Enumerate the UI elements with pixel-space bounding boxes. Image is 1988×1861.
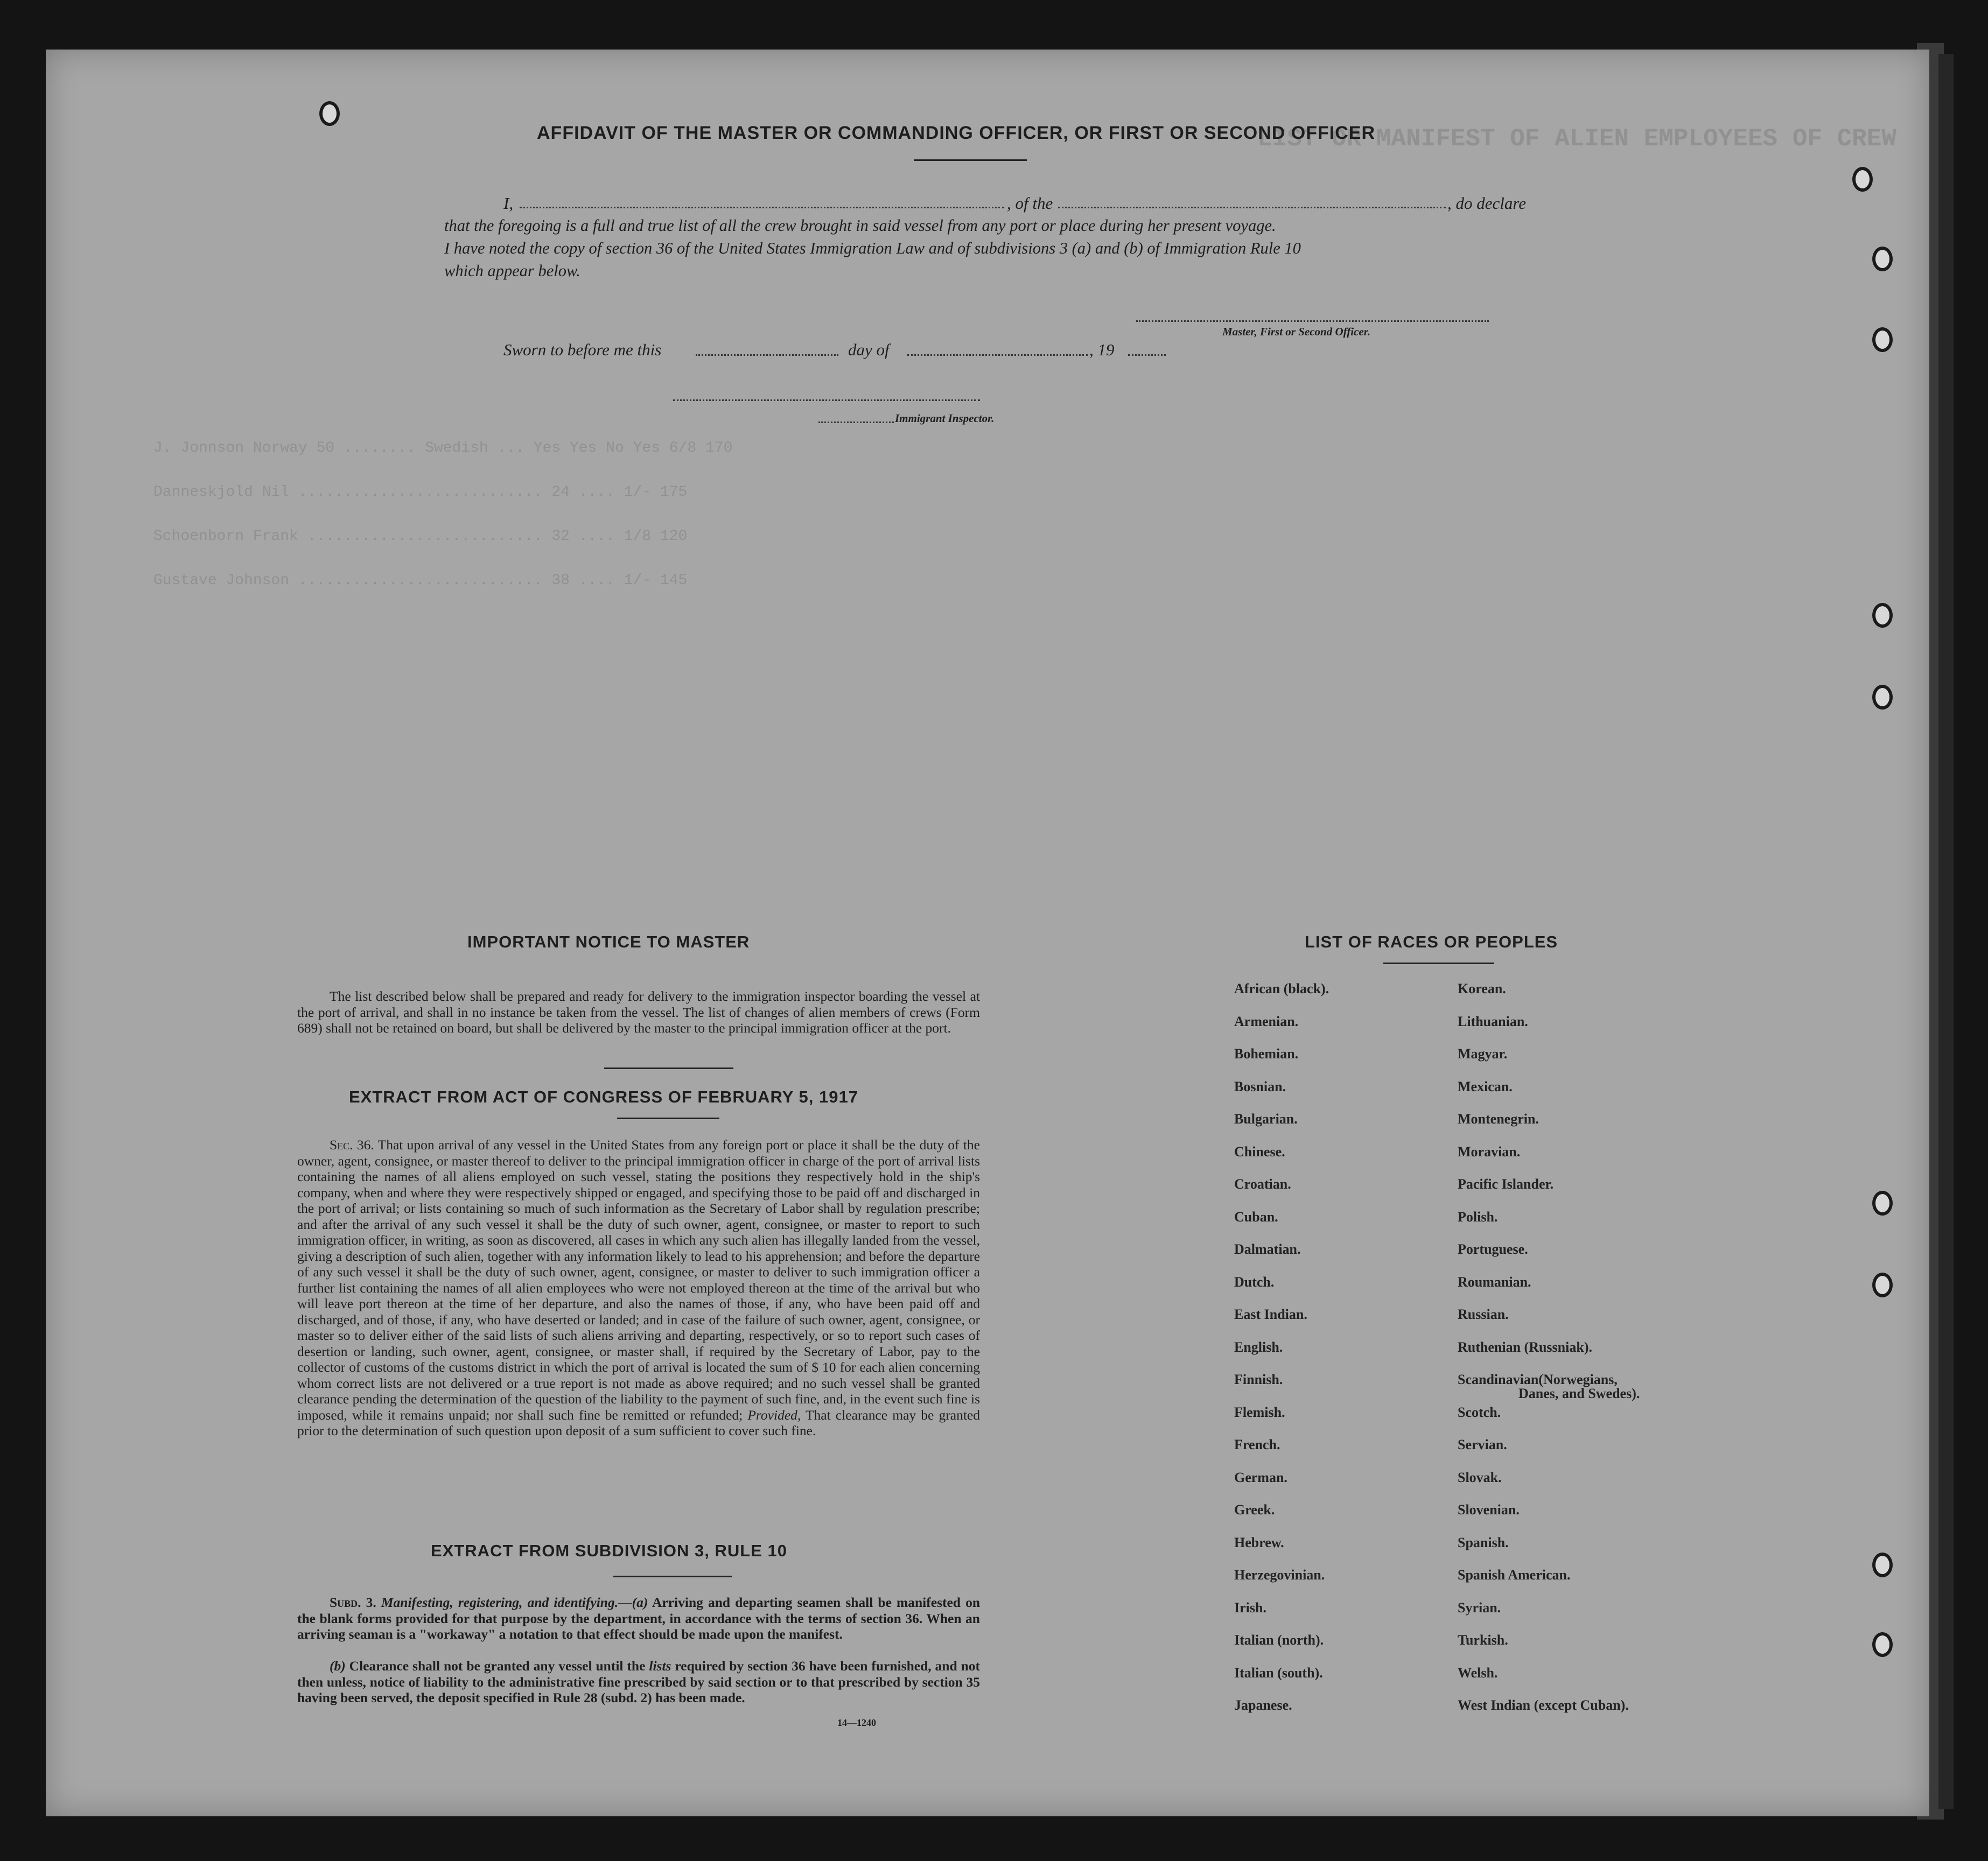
race-item: Herzegovinian. xyxy=(1234,1567,1325,1583)
act-title: EXTRACT FROM ACT OF CONGRESS OF FEBRUARY 5, 1917 xyxy=(349,1087,858,1106)
rule-text-a xyxy=(297,1595,980,1642)
race-item: Syrian. xyxy=(1458,1599,1501,1616)
rule-title: EXTRACT FROM SUBDIVISION 3, RULE 10 xyxy=(431,1541,787,1560)
race-item: Welsh. xyxy=(1458,1665,1498,1681)
binder-hole xyxy=(319,101,340,126)
race-item: Italian (north). xyxy=(1234,1632,1324,1648)
race-item: Turkish. xyxy=(1458,1632,1508,1648)
race-item: French. xyxy=(1234,1437,1280,1452)
act-body-end: That clearance may be granted prior to the determination of such question upon deposit of a sum sufficient to cover such fine. xyxy=(297,1407,980,1438)
affidavit-line-3: I have noted the copy of section 36 of the United States Immigration Law and of subdivisions 3 (a) and (b) of Immigration Rule 10 xyxy=(444,239,1301,257)
race-item: West Indian (except Cuban). xyxy=(1458,1697,1629,1713)
bleed-through-text: LIST OR MANIFEST OF ALIEN EMPLOYEES OF CREW xyxy=(1257,125,1896,153)
inspector-caption: Immigrant Inspector. xyxy=(895,412,995,425)
of-the-label: , of the xyxy=(1007,194,1053,213)
race-item: Armenian. xyxy=(1234,1013,1299,1029)
rule-title-rule xyxy=(613,1576,732,1577)
bleed-through-rows: J. Jonnson Norway 50 ........ Swedish ... Yes Yes No Yes 6/8 170 Danneskjold Nil ........................... 24 .... 1/- 175 Schoenborn Frank .......................... 32 .... 1/8 120 Gustave Johnson ........................... 38 .... 1/- 145 xyxy=(153,440,733,589)
i-label: I, xyxy=(503,194,514,213)
race-item: Lithuanian. xyxy=(1458,1013,1528,1029)
binder-hole xyxy=(1852,167,1873,192)
sworn-month-field[interactable] xyxy=(907,354,1088,356)
race-item: Hebrew. xyxy=(1234,1534,1284,1550)
b-label: (b) xyxy=(330,1658,346,1674)
notice-text: The list described below shall be prepared and ready for delivery to the immigration inspector boarding the vessel at the port of arrival, and shall in no instance be taken from the vessel. The list of changes of alien members of crews (Form 689) shall not be retained on board, but shall be delivered by the master to the principal immigration officer at the port. xyxy=(297,988,980,1036)
master-signature-field[interactable] xyxy=(1136,320,1489,322)
race-item: Montenegrin. xyxy=(1458,1111,1539,1127)
race-item: Scotch. xyxy=(1458,1404,1501,1420)
a-label: —(a) xyxy=(618,1595,648,1610)
race-item: Moravian. xyxy=(1458,1143,1521,1160)
title-rule xyxy=(914,159,1027,161)
rule-text-b xyxy=(297,1658,980,1706)
race-item: Pacific Islander. xyxy=(1458,1176,1554,1192)
provided-label: Provided, xyxy=(747,1407,801,1423)
sec-label: Sec. 36. xyxy=(330,1137,374,1153)
master-name-field[interactable] xyxy=(520,207,1004,208)
inspector-signature-field-2[interactable] xyxy=(818,422,894,423)
affidavit-line-2: that the foregoing is a full and true list of all the crew brought in said vessel from any port or place during her present voyage. xyxy=(444,216,1276,235)
race-item: Bulgarian. xyxy=(1234,1111,1298,1127)
race-item: Roumanian. xyxy=(1458,1274,1531,1290)
races-title-rule xyxy=(1383,963,1494,964)
day-of-label: day of xyxy=(848,340,890,359)
signature-caption: Master, First or Second Officer. xyxy=(1222,325,1370,338)
subd-label: Subd. 3. xyxy=(330,1595,376,1610)
race-item: Servian. xyxy=(1458,1437,1507,1452)
race-item: Spanish. xyxy=(1458,1534,1509,1550)
race-item: Portuguese. xyxy=(1458,1241,1528,1257)
race-item: East Indian. xyxy=(1234,1307,1307,1322)
race-item: Ruthenian (Russniak). xyxy=(1458,1339,1592,1355)
race-item: Danes, and Swedes). xyxy=(1518,1386,1640,1401)
sworn-label: Sworn to before me this xyxy=(503,340,662,359)
act-body: That upon arrival of any vessel in the United States from any foreign port or place it shall be the duty of the owner, agent, consignee, or master thereof to deliver to the principal immigration officer in charge of the port of arrival lists containing the names of all aliens employed on such vessel, stating the positions they respectively hold in the ship's company, when and where they were respectively shipped or engaged, and specifying those to be paid off and discharged in the port of arrival; or lists containing so much of such information as the Secretary of Labor shall by regulation prescribe; and after the arrival of any such vessel it shall be the duty of such owner, agent, consignee, or master to report to such immigration officer, in writing, as soon as discovered, all cases in which any such alien has illegally landed from the vessel, giving a description of such alien, together with any information likely to lead to his apprehension; and before the departure of any such vessel it shall be the duty of such owner, agent, consignee, or master to deliver to such immigration officer a further list containing the names of all alien employees who were not employed thereon at the time of the arrival but who will leave port thereon at the time of her departure, and also the names of those, if any, who have been paid off and discharged, and of those, if any, who have deserted or landed; and in case of the failure of such owner, agent, consignee, or master so to deliver either of the said lists of such aliens arriving and departing, respectively, or so to report such cases of desertion or landing, such owner, agent, consignee, or master shall, if required by the Secretary of Labor, pay to the collector of customs of the customs district in which the port of arrival is located the sum of $ 10 for each alien concerning whom correct lists are not delivered or a true report is not made as above required; and no such vessel shall be granted clearance pending the determination of the question of the liability to the payment of such fine, and, in the event such fine is imposed, while it remains unpaid; nor shall such fine be remitted or refunded; xyxy=(297,1137,981,1423)
race-item: Slovenian. xyxy=(1458,1502,1520,1518)
race-item: Croatian. xyxy=(1234,1176,1291,1192)
rule-b-lists: lists xyxy=(649,1658,671,1674)
sworn-year-field[interactable] xyxy=(1128,354,1166,356)
act-text xyxy=(297,1137,980,1439)
notice-rule xyxy=(604,1068,733,1069)
race-item: Polish. xyxy=(1458,1209,1498,1225)
race-item: Spanish American. xyxy=(1458,1567,1571,1583)
vessel-name-field[interactable] xyxy=(1058,207,1446,208)
binder-hole xyxy=(1872,685,1893,710)
race-item: Mexican. xyxy=(1458,1078,1513,1094)
binder-hole xyxy=(1872,247,1893,271)
document-page xyxy=(46,50,1929,1816)
race-item: Irish. xyxy=(1234,1599,1266,1616)
binder-hole xyxy=(1872,1632,1893,1657)
sworn-day-field[interactable] xyxy=(696,354,838,356)
rule-b-text-1: Clearance shall not be granted any vessel until the xyxy=(349,1658,646,1674)
do-declare-label: , do declare xyxy=(1447,194,1527,213)
race-item: Flemish. xyxy=(1234,1404,1285,1420)
race-item: Cuban. xyxy=(1234,1209,1278,1225)
race-item: German. xyxy=(1234,1469,1287,1485)
binder-hole xyxy=(1872,1553,1893,1577)
race-item: Finnish. xyxy=(1234,1372,1283,1387)
race-item: Korean. xyxy=(1458,981,1506,996)
race-item: Chinese. xyxy=(1234,1143,1285,1160)
race-item: Bosnian. xyxy=(1234,1078,1286,1094)
notice-title: IMPORTANT NOTICE TO MASTER xyxy=(467,932,750,951)
race-item: Greek. xyxy=(1234,1502,1275,1518)
inspector-signature-field[interactable] xyxy=(673,399,980,401)
race-item: Dalmatian. xyxy=(1234,1241,1301,1257)
race-item: Slovak. xyxy=(1458,1469,1502,1485)
subd-heading: Manifesting, registering, and identifying. xyxy=(381,1595,619,1610)
underlying-page-edge-2 xyxy=(1938,54,1954,1809)
affidavit-title: AFFIDAVIT OF THE MASTER OR COMMANDING OFFICER, OR FIRST OR SECOND OFFICER xyxy=(537,123,1375,143)
race-item: Italian (south). xyxy=(1234,1665,1323,1681)
affidavit-line-4: which appear below. xyxy=(444,262,580,280)
binder-hole xyxy=(1872,1273,1893,1297)
race-item: Bohemian. xyxy=(1234,1046,1299,1062)
rule-a-text: Arriving and departing seamen shall be manifested on the blank forms provided for that purpose by the department, in accordance with the terms of section 36. When an arriving seaman is a "workaway" a notation to that effect should be made upon the manifest. xyxy=(297,1595,980,1642)
race-item: English. xyxy=(1234,1339,1283,1355)
binder-hole xyxy=(1872,327,1893,352)
race-item: Japanese. xyxy=(1234,1697,1292,1713)
race-item: Scandinavian(Norwegians, xyxy=(1458,1372,1618,1387)
act-title-rule xyxy=(617,1118,719,1119)
binder-hole xyxy=(1872,603,1893,628)
rule-b-text-2: required by section 36 have been furnished, and not then unless, notice of liability to the administrative fine prescribed by said section or to that prescribed by section 35 having been served, the deposit specified in Rule 28 (subd. 2) has been made. xyxy=(297,1658,981,1705)
form-number: 14—1240 xyxy=(837,1717,876,1728)
races-title: LIST OF RACES OR PEOPLES xyxy=(1305,932,1558,951)
race-item: Russian. xyxy=(1458,1307,1509,1322)
race-item: Magyar. xyxy=(1458,1046,1508,1062)
binder-hole xyxy=(1872,1191,1893,1216)
year-label: , 19 xyxy=(1089,340,1115,359)
race-item: African (black). xyxy=(1234,981,1329,996)
race-item: Dutch. xyxy=(1234,1274,1275,1290)
